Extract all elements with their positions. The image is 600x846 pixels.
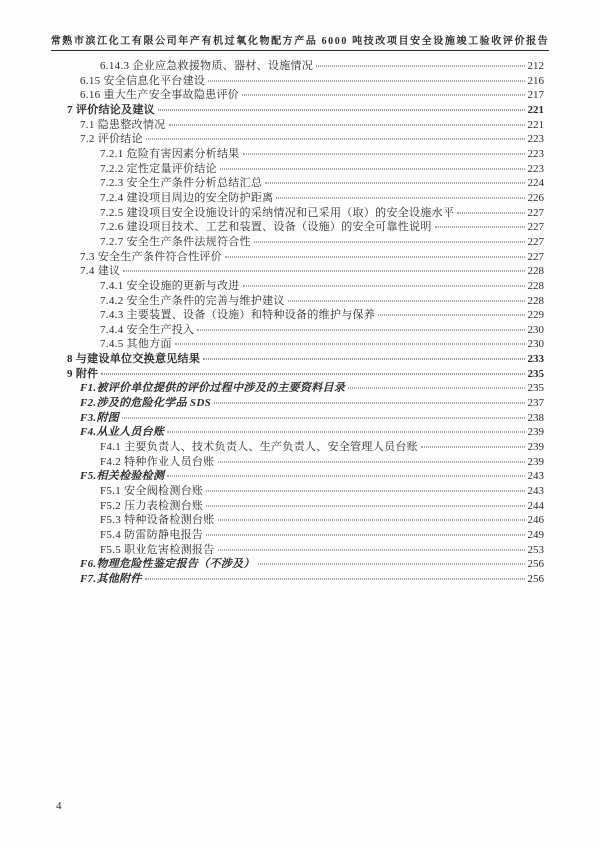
- toc-row: [67, 543, 544, 558]
- toc-entry-label: 7.3 安全生产条件符合性评价: [80, 250, 222, 263]
- toc-row: [67, 250, 544, 265]
- toc-entry-label: 7.1 隐患整改情况: [80, 118, 166, 131]
- toc-row: [67, 279, 544, 294]
- toc-dotted-leader: [206, 535, 524, 536]
- toc-entry-page: 228: [527, 279, 544, 292]
- toc-row: [67, 440, 544, 455]
- toc-entry-page: 229: [527, 309, 544, 322]
- toc-row: [67, 308, 544, 323]
- toc-list: [67, 59, 544, 587]
- toc-row: [67, 337, 544, 352]
- toc-entry-page: 227: [527, 250, 544, 263]
- toc-entry-page: 253: [527, 543, 544, 556]
- toc-dotted-leader: [218, 520, 525, 521]
- toc-row: [67, 367, 544, 382]
- toc-entry-label: 7.2.3 安全生产条件分析总结汇总: [100, 177, 263, 190]
- toc-row: [67, 396, 544, 411]
- toc-dotted-leader: [435, 227, 525, 228]
- toc-row: [67, 88, 544, 103]
- toc-row: [67, 132, 544, 147]
- toc-entry-label: F5.1 安全阀检测台账: [100, 485, 204, 498]
- toc-entry-label: F6.物理危险性鉴定报告（不涉及）: [80, 558, 255, 571]
- toc-entry-label: F5.4 防雷防静电报告: [100, 529, 204, 541]
- toc-entry-page: 256: [527, 558, 544, 571]
- toc-entry-page: 227: [527, 235, 544, 248]
- toc-entry-page: 212: [527, 60, 544, 72]
- toc-entry-label: F7.其他附件: [80, 572, 142, 585]
- toc-row: [67, 206, 544, 221]
- toc-dotted-leader: [169, 124, 525, 125]
- toc-row: [67, 59, 544, 74]
- toc-entry-page: 237: [527, 397, 544, 410]
- toc-dotted-leader: [167, 432, 524, 433]
- toc-entry-label: 7.4.4 安全生产投入: [100, 323, 195, 336]
- toc-dotted-leader: [242, 95, 524, 96]
- toc-entry-page: 233: [527, 353, 544, 366]
- toc-entry-label: 7.2.2 定性定量评价结论: [100, 162, 217, 175]
- toc-entry-page: 235: [527, 367, 544, 380]
- toc-entry-label: 7.4.2 安全生产条件的完善与维护建议: [100, 294, 285, 307]
- toc-entry-page: 249: [527, 529, 544, 541]
- toc-entry-label: F2.涉及的危险化学品 SDS: [80, 397, 212, 410]
- toc-entry-label: 6.15 安全信息化平台建设: [80, 74, 206, 87]
- toc-dotted-leader: [158, 109, 525, 110]
- toc-entry-page: 243: [527, 485, 544, 498]
- toc-row: [67, 294, 544, 309]
- toc-row: [67, 176, 544, 191]
- toc-entry-page: 227: [527, 221, 544, 234]
- toc-dotted-leader: [146, 139, 525, 140]
- toc-row: [67, 469, 544, 484]
- toc-entry-label: F1.被评价单位提供的评价过程中涉及的主要资料目录: [80, 382, 346, 395]
- page-number: 4: [56, 800, 62, 812]
- toc-row: [67, 411, 544, 426]
- toc-entry-label: 7.2.7 安全生产条件法规符合性: [100, 235, 251, 248]
- toc-entry-page: 230: [527, 338, 544, 351]
- toc-entry-label: 7.4.5 其他方面: [100, 338, 172, 351]
- toc-dotted-leader: [265, 183, 524, 184]
- toc-dotted-leader: [457, 212, 524, 213]
- toc-entry-label: 7.4.1 安全设施的更新与改进: [100, 279, 240, 292]
- toc-entry-label: 7 评价结论及建议: [67, 103, 155, 116]
- toc-dotted-leader: [348, 388, 524, 389]
- toc-entry-label: F5.5 职业危害检测报告: [100, 543, 215, 556]
- toc-entry-label: 7.2 评价结论: [80, 133, 143, 146]
- toc-dotted-leader: [378, 315, 524, 316]
- toc-row: [67, 118, 544, 133]
- toc-dotted-leader: [225, 256, 525, 257]
- toc-dotted-leader: [206, 491, 524, 492]
- toc-row: [67, 499, 544, 514]
- toc-dotted-leader: [276, 197, 524, 198]
- toc-dotted-leader: [421, 447, 525, 448]
- toc-entry-label: 7.2.1 危险有害因素分析结果: [100, 147, 240, 160]
- toc-dotted-leader: [101, 373, 524, 374]
- toc-entry-page: 228: [527, 294, 544, 307]
- toc-entry-label: F5.相关检验检测: [80, 470, 165, 483]
- toc-dotted-leader: [175, 344, 525, 345]
- toc-entry-page: 256: [527, 572, 544, 585]
- toc-entry-label: 7.4 建议: [80, 265, 121, 278]
- toc-row: [67, 235, 544, 250]
- toc-entry-label: F4.从业人员台账: [80, 426, 165, 439]
- toc-row: [67, 528, 544, 543]
- toc-row: [67, 103, 544, 118]
- toc-dotted-leader: [220, 168, 525, 169]
- toc-entry-label: 7.2.5 建设项目安全设施设计的采纳情况和已采用（取）的安全设施水平: [100, 206, 455, 219]
- toc-row: [67, 381, 544, 396]
- toc-entry-page: 243: [527, 470, 544, 483]
- toc-entry-page: 223: [527, 147, 544, 160]
- toc-dotted-leader: [218, 549, 525, 550]
- toc-entry-page: 228: [527, 265, 544, 278]
- toc-entry-page: 221: [527, 103, 544, 116]
- toc-row: [67, 425, 544, 440]
- toc-dotted-leader: [145, 578, 525, 579]
- toc-entry-label: 6.14.3 企业应急救援物质、器材、设施情况: [100, 60, 314, 72]
- toc-entry-label: F3.附图: [80, 411, 120, 424]
- toc-entry-page: 239: [527, 426, 544, 439]
- toc-row: [67, 147, 544, 162]
- toc-row: [67, 74, 544, 89]
- toc-entry-page: 217: [527, 89, 544, 102]
- toc-row: [67, 323, 544, 338]
- toc-entry-label: 6.16 重大生产安全事故隐患评价: [80, 89, 240, 102]
- toc-dotted-leader: [197, 329, 524, 330]
- toc-entry-label: F5.2 压力表检测台账: [100, 499, 204, 512]
- toc-row: [67, 162, 544, 177]
- toc-dotted-leader: [258, 564, 525, 565]
- toc-entry-label: 8 与建设单位交换意见结果: [67, 353, 201, 366]
- toc-dotted-leader: [243, 285, 525, 286]
- toc-dotted-leader: [206, 505, 524, 506]
- toc-entry-label: 7.2.4 建设项目周边的安全防护距离: [100, 191, 274, 204]
- toc-dotted-leader: [288, 300, 525, 301]
- toc-row: [67, 455, 544, 470]
- toc-entry-label: F4.2 特种作业人员台账: [100, 455, 215, 468]
- toc-row: [67, 572, 544, 587]
- toc-row: [67, 191, 544, 206]
- toc-entry-page: 221: [527, 118, 544, 131]
- toc-row: [67, 557, 544, 572]
- toc-dotted-leader: [203, 359, 524, 360]
- toc-entry-label: 7.2.6 建设项目技术、工艺和装置、设备（设施）的安全可靠性说明: [100, 221, 432, 234]
- toc-row: [67, 220, 544, 235]
- toc-dotted-leader: [218, 461, 525, 462]
- toc-dotted-leader: [316, 66, 524, 67]
- toc-entry-page: 238: [527, 411, 544, 424]
- toc-row: [67, 352, 544, 367]
- toc-entry-page: 224: [527, 177, 544, 190]
- toc-entry-label: 9 附件: [67, 367, 99, 380]
- toc-row: [67, 484, 544, 499]
- toc-entry-page: 244: [527, 499, 544, 512]
- toc-entry-page: 223: [527, 162, 544, 175]
- toc-entry-page: 226: [527, 191, 544, 204]
- toc-row: [67, 264, 544, 279]
- toc-dotted-leader: [214, 403, 524, 404]
- toc-entry-label: 7.4.3 主要装置、设备（设施）和特种设备的维护与保养: [100, 309, 376, 322]
- toc-entry-page: 216: [527, 74, 544, 87]
- toc-entry-page: 239: [527, 455, 544, 468]
- toc-dotted-leader: [123, 271, 524, 272]
- running-header: [0, 31, 600, 51]
- toc-entry-page: 246: [527, 514, 544, 527]
- toc-dotted-leader: [167, 476, 524, 477]
- toc-entry-page: 227: [527, 206, 544, 219]
- toc-entry-page: 239: [527, 441, 544, 454]
- toc-entry-page: 230: [527, 323, 544, 336]
- toc-dotted-leader: [254, 241, 525, 242]
- toc-dotted-leader: [243, 153, 525, 154]
- toc-dotted-leader: [208, 80, 524, 81]
- toc-dotted-leader: [122, 417, 524, 418]
- toc-entry-label: F5.3 特种设备检测台账: [100, 514, 215, 527]
- document-title: 常熟市滨江化工有限公司年产有机过氧化物配方产品 6000 吨技改项目安全设施竣工验收评价报告: [51, 32, 550, 51]
- toc-entry-page: 235: [527, 382, 544, 395]
- toc-entry-page: 223: [527, 133, 544, 146]
- toc-row: [67, 513, 544, 528]
- toc-entry-label: F4.1 主要负责人、技术负责人、生产负责人、安全管理人员台账: [100, 441, 418, 454]
